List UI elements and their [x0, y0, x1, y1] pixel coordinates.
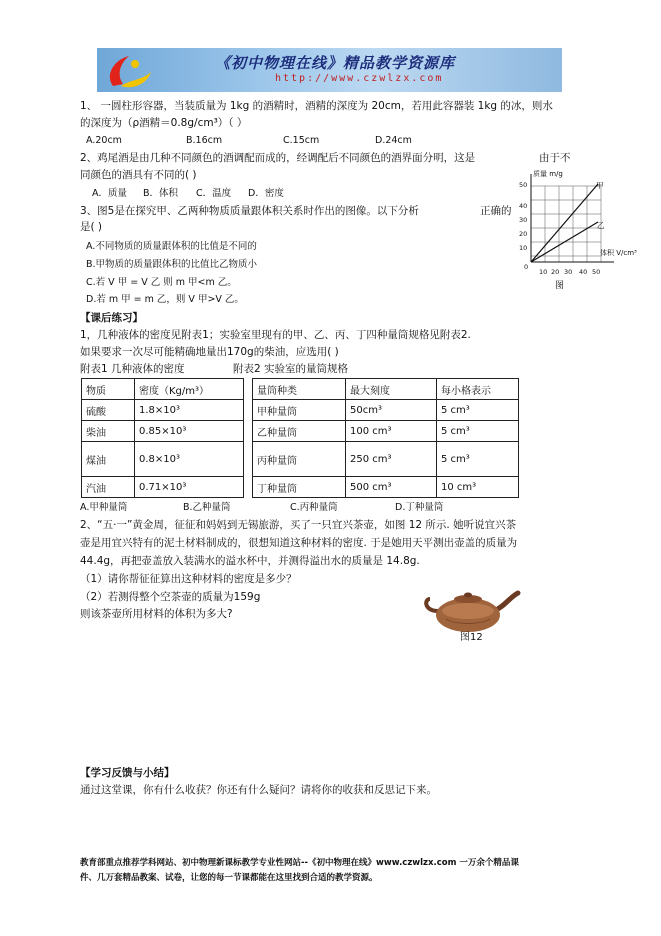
graph-ylabel: 质量 m/g: [533, 170, 563, 178]
section-after-class: 【课后练习】: [80, 312, 143, 324]
table1-caption: 附表1 几种液体的密度: [80, 363, 185, 375]
table-cell: 乙种量筒: [253, 421, 346, 442]
table-header-row: [82, 379, 244, 400]
q1-option-c: C.15cm: [283, 135, 320, 146]
table-row: [82, 400, 244, 421]
table-header-row: [253, 379, 519, 400]
graph-ytick: 10: [519, 244, 528, 252]
p1-option-d: D.丁种量筒: [395, 502, 444, 513]
banner-title: 《初中物理在线》精品教学资源库: [215, 54, 456, 72]
q2-line2: 同颜色的酒具有不同的( ): [80, 169, 197, 181]
graph-xtick: 50: [592, 268, 601, 276]
table-cell: 5 cm³: [437, 421, 519, 442]
graph-xtick: 20: [551, 268, 560, 276]
q2-option-b: B．体积: [143, 188, 179, 199]
p2-sub2: （2）若测得整个空茶壶的质量为159g: [80, 591, 261, 603]
table-cell: 500 cm³: [346, 477, 437, 498]
table-cell: 50cm³: [346, 400, 437, 421]
table-cell: 0.71×10³: [135, 477, 244, 498]
q2-option-d: D．密度: [248, 188, 284, 199]
q2-option-a: A．质量: [92, 188, 127, 199]
p1-line2: 如果要求一次尽可能精确地量出170g的柴油，应选用( ): [80, 346, 339, 358]
table-cell: 丁种量筒: [253, 477, 346, 498]
graph-ytick: 20: [519, 230, 528, 238]
site-logo-icon: [99, 50, 159, 90]
p2-line1: 2、“五·一”黄金周，征征和妈妈到无锡旅游，买了一只宜兴茶壶，如图 12 所示. 她听说宜兴茶: [80, 519, 517, 531]
q1-option-d: D.24cm: [375, 135, 412, 146]
q3-option-b: B.甲物质的质量跟体积的比值比乙物质小: [86, 259, 258, 270]
table-cell: 250 cm³: [346, 442, 437, 477]
q2-option-c: C．温度: [196, 188, 232, 199]
table-cell: 5 cm³: [437, 442, 519, 477]
table-row: [82, 442, 244, 477]
table-row: [82, 421, 244, 442]
table-cell: 硫酸: [82, 400, 135, 421]
table-header-cell: 密度（Kg/m³）: [135, 379, 244, 400]
section-feedback: 【学习反馈与小结】: [80, 767, 175, 779]
header-banner: [97, 48, 562, 92]
table-row: [253, 477, 519, 498]
p2-sub3: 则该茶壶所用材料的体积为多大?: [80, 608, 233, 620]
p1-line1: 1，几种液体的密度见附表1；实验室里现有的甲、乙、丙、丁四种量筒规格见附表2.: [80, 329, 471, 341]
p2-sub1: （1）请你帮征征算出这种材料的密度是多少？: [80, 573, 297, 585]
table-cell: 甲种量筒: [253, 400, 346, 421]
table-header-cell: 每小格表示: [437, 379, 519, 400]
table2-caption: 附表2 实验室的量筒规格: [233, 363, 349, 375]
graph-label-yi: 乙: [597, 221, 605, 230]
table-cell: 0.8×10³: [135, 442, 244, 477]
table-cell: 5 cm³: [437, 400, 519, 421]
footer-line2: 件、几万套精品教案、试卷，让您的每一节课都能在这里找到合适的教学资源。: [80, 873, 378, 883]
q1-line2: 的深度为（ρ酒精＝0.8g/cm³）（ ）: [80, 117, 248, 129]
p1-option-b: B.乙种量筒: [183, 502, 231, 513]
p1-option-c: C.丙种量筒: [290, 502, 338, 513]
cylinder-spec-table: [252, 378, 519, 498]
table-header-cell: 物质: [82, 379, 135, 400]
graph-caption: 图: [555, 281, 565, 291]
density-table: [81, 378, 244, 498]
table-cell: 煤油: [82, 442, 135, 477]
q1-line1: 1、 一圆柱形容器，当装质量为 1kg 的酒精时，酒精的深度为 20cm，若用此容器装 1kg 的冰，则水: [80, 100, 553, 112]
table-cell: 汽油: [82, 477, 135, 498]
table-row: [253, 442, 519, 477]
teapot-image: [422, 585, 522, 635]
p1-option-a: A.甲种量筒: [80, 502, 128, 513]
table-header-cell: 量筒种类: [253, 379, 346, 400]
table-cell: 柴油: [82, 421, 135, 442]
q2-line1: 2、鸡尾酒是由几种不同颜色的酒调配而成的，经调配后不同颜色的酒界面分明，这是: [80, 152, 476, 164]
graph-xtick: 40: [579, 268, 588, 276]
graph-label-jia: 甲: [596, 181, 604, 190]
table-cell: 10 cm³: [437, 477, 519, 498]
q3-line2: 是( ): [80, 221, 103, 233]
banner-url[interactable]: http://www.czwlzx.com: [275, 73, 444, 84]
table-row: [253, 400, 519, 421]
q3-option-c: C.若 V 甲 = V 乙 则 m 甲<m 乙。: [86, 277, 237, 288]
graph-xtick: 10: [539, 268, 548, 276]
table-cell: 100 cm³: [346, 421, 437, 442]
table-cell: 1.8×10³: [135, 400, 244, 421]
graph-ytick: 50: [519, 181, 528, 189]
graph-ytick: 40: [519, 202, 528, 210]
figure12-caption: 图12: [460, 632, 483, 643]
graph-xlabel: 体积 V/cm³: [600, 249, 637, 257]
q1-option-b: B.16cm: [186, 135, 223, 146]
table-cell: 0.85×10³: [135, 421, 244, 442]
graph-origin: 0: [524, 263, 529, 271]
line-jia: [531, 184, 598, 262]
table-cell: 丙种量筒: [253, 442, 346, 477]
summary-text: 通过这堂课，你有什么收获？你还有什么疑问？请将你的收获和反思记下来。: [80, 784, 437, 796]
table-row: [253, 421, 519, 442]
q3-line1-tail: 正确的: [480, 205, 512, 217]
q1-option-a: A.20cm: [86, 135, 122, 146]
q3-option-d: D.若 m 甲 = m 乙，则 V 甲>V 乙。: [86, 294, 244, 305]
table-row: [82, 477, 244, 498]
q3-option-a: A.不同物质的质量跟体积的比值是不同的: [86, 241, 257, 252]
table-header-cell: 最大刻度: [346, 379, 437, 400]
q2-line1-tail: 由于不: [539, 152, 571, 164]
graph-ytick: 30: [519, 216, 528, 224]
p2-line3: 44.4g，再把壶盖放入装满水的溢水杯中，并测得溢出水的质量是 14.8g.: [80, 555, 420, 567]
graph-xtick: 30: [564, 268, 573, 276]
p2-line2: 壶是用宜兴特有的泥土材料制成的，很想知道这种材料的密度. 于是她用天平测出壶盖的质量为: [80, 537, 518, 549]
q3-line1: 3、图5是在探究甲、乙两种物质质量跟体积关系时作出的图像。以下分析: [80, 205, 419, 217]
footer-line1: 教育部重点推荐学科网站、初中物理新课标教学专业性网站--《初中物理在线》www.czwlzx.com 一万余个精品课: [80, 858, 519, 868]
